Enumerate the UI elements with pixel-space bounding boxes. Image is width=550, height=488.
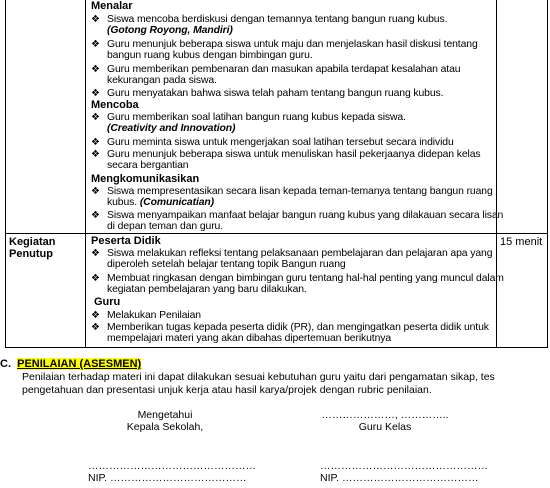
signature-left-line2: Kepala Sekolah, <box>126 421 204 433</box>
bullet-icon: ❖ <box>91 322 100 333</box>
list-item: ❖ Siswa menyampaikan manfaat belajar bangun ruang kubus yang dilakauan secara lisan di depan teman dan guru. <box>91 210 504 232</box>
bullet-icon: ❖ <box>91 39 100 50</box>
signature-right-name: ………………………………………… <box>320 460 488 472</box>
signature-right-line2: Guru Kelas <box>358 421 412 433</box>
bullet-icon: ❖ <box>91 273 100 284</box>
bullet-icon: ❖ <box>91 112 100 123</box>
list-item: ❖ Membuat ringkasan dengan bimbingan guru tentang hal-hal penting yang muncul dalam kegiatan pembelajaran yang baru dilakukan. <box>91 273 504 295</box>
closing-activity-label: Kegiatan Penutup <box>9 236 56 260</box>
table-row-divider <box>6 233 547 234</box>
bullet-icon: ❖ <box>91 137 100 148</box>
section-title-mengkomunikasikan: Mengkomunikasikan <box>91 173 200 185</box>
signature-place-date: …………………, ………….. <box>321 409 449 421</box>
bullet-icon: ❖ <box>91 186 100 197</box>
bullet-icon: ❖ <box>91 64 100 75</box>
list-item: ❖ Siswa melakukan refleksi tentang pelaksanaan pembelajaran dan pelajaran apa yang diperoleh setelah belajar tentang topik Bangun ruang <box>91 248 493 270</box>
section-title-guru: Guru <box>94 296 121 308</box>
lesson-activity-table <box>5 0 548 348</box>
bullet-icon: ❖ <box>91 149 100 160</box>
bullet-icon: ❖ <box>91 88 100 99</box>
section-title-mencoba: Mencoba <box>91 99 139 111</box>
bullet-icon: ❖ <box>91 310 100 321</box>
signature-left-nip: NIP. ………………………………… <box>88 472 247 484</box>
section-title-menalar: Menalar <box>91 0 133 12</box>
list-item: ❖ Memberikan tugas kepada peserta didik (PR), dan mengingatkan peserta didik untuk mempelajari materi yang akan dibahas dipertemuan berikutnya <box>91 322 489 344</box>
signature-left-name: ………………………………………… <box>88 460 256 472</box>
bullet-icon: ❖ <box>91 210 100 221</box>
section-title-peserta-didik: Peserta Didik <box>91 235 161 247</box>
signature-right-nip: NIP. ………………………………… <box>320 472 479 484</box>
bullet-icon: ❖ <box>91 248 100 259</box>
table-column-divider-1 <box>85 0 86 347</box>
list-item: ❖ Guru meminta siswa untuk mengerjakan soal latihan tersebut secara individu <box>91 137 454 148</box>
list-item: ❖ Guru menunjuk beberapa siswa untuk maju dan menjelaskan hasil diskusi tentang bangun ruang kubus dengan bimbingan guru. <box>91 39 478 61</box>
closing-duration: 15 menit <box>500 236 543 248</box>
list-item: ❖ Guru menunjuk beberapa siswa untuk menuliskan hasil pekerjaanya didepan kelas secara bergantian <box>91 149 481 171</box>
list-item: ❖ Siswa mempresentasikan secara lisan kepada teman-temanya tentang bangun ruang kubus. (Comunicatian) <box>91 186 493 208</box>
list-item: ❖ Siswa mencoba berdiskusi dengan temannya tentang bangun ruang kubus. (Gotong Royong, Mandiri) <box>91 14 448 36</box>
list-item: ❖ Guru memberikan soal latihan bangun ruang kubus kepada siswa. (Creativity and Innovation) <box>91 112 406 134</box>
signature-left-line1: Mengetahui <box>137 409 193 421</box>
section-c-label: PENILAIAN (ASESMEN) <box>17 358 142 370</box>
list-item: ❖ Melakukan Penilaian <box>91 310 201 321</box>
section-c-heading <box>0 358 141 370</box>
section-c-number: C. <box>0 358 11 370</box>
list-item: ❖ Guru memberikan pembenaran dan masukan apabila terdapat kesalahan atau kekurangan pada siswa. <box>91 64 461 86</box>
assessment-paragraph: Penilaian terhadap materi ini dapat dilakukan sesuai kebutuhan guru yaitu dari pengamatan sikap, tes pengetahuan dan presentasi unjuk kerja atau hasil karya/projek dengan rubric penilaian. <box>22 371 495 396</box>
bullet-icon: ❖ <box>91 14 100 25</box>
list-item: ❖ Guru menyatakan bahwa siswa telah paham tentang bangun ruang kubus. <box>91 88 444 99</box>
